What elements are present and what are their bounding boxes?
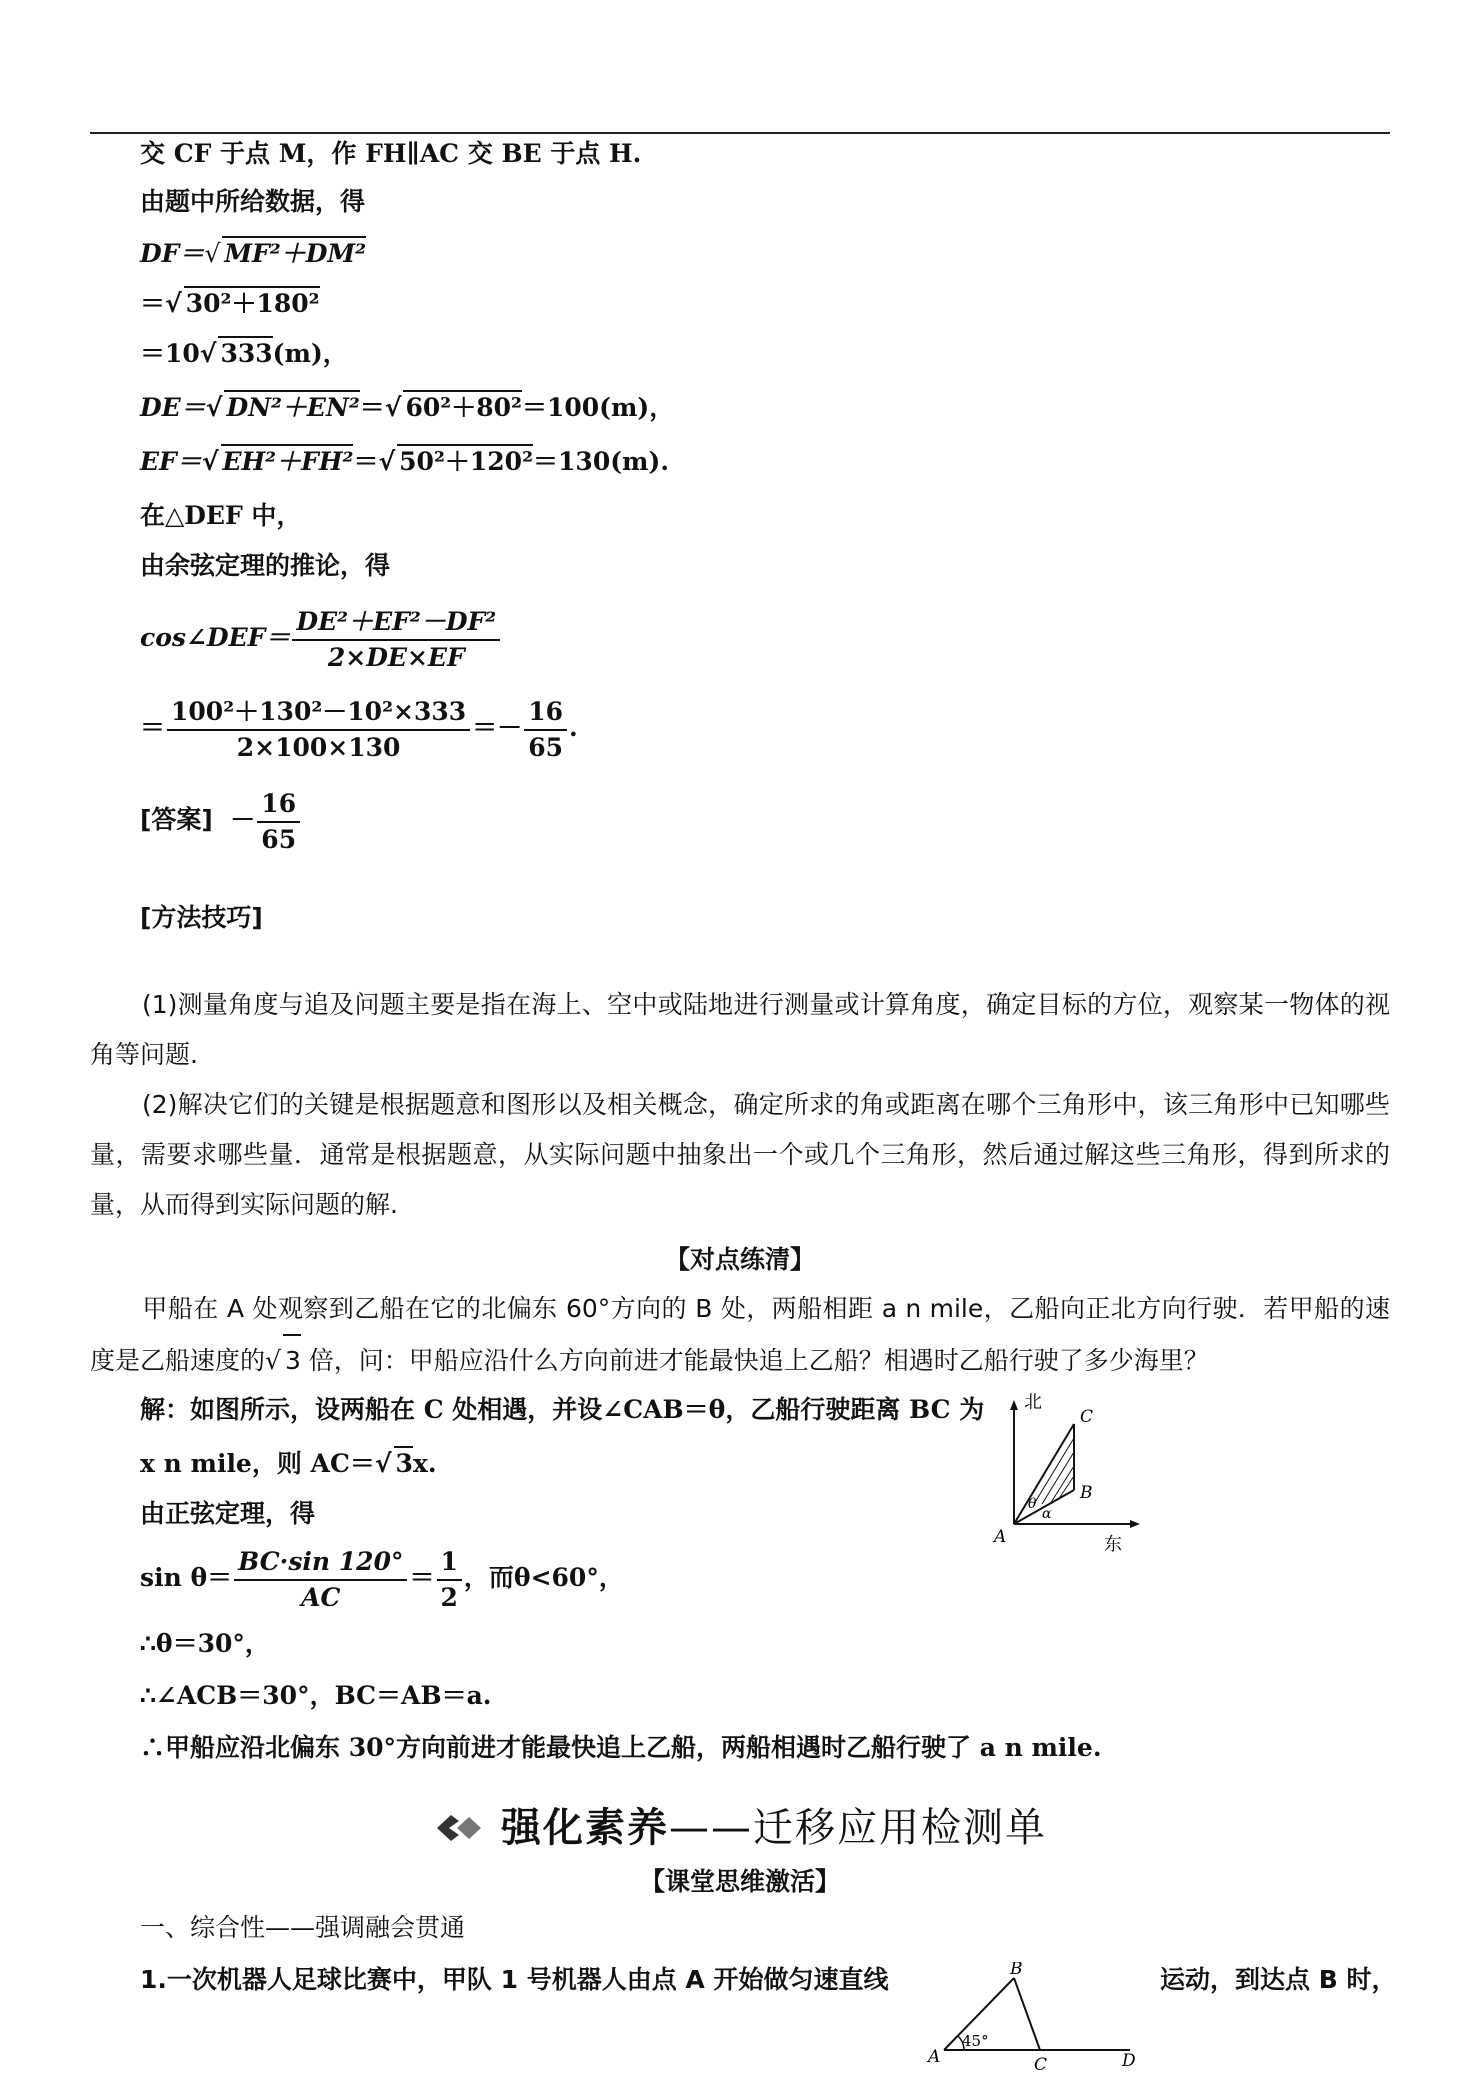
eq-sin-mid: ＝	[409, 1563, 435, 1592]
section-subheading: 【课堂思维激活】	[639, 1867, 840, 1896]
point-a-label: A	[994, 1527, 1007, 1547]
eq-cos-lhs: cos∠DEF＝	[140, 623, 291, 652]
eq-step1-radicand: 30²＋180²	[184, 286, 320, 320]
answer-label: [答案]	[140, 805, 213, 834]
eq-sin-lhs: sin θ＝	[140, 1563, 233, 1592]
angle-label: 45°	[962, 2032, 989, 2050]
eq-calc-numerator: 100²＋130²－10²×333	[167, 695, 470, 731]
alpha-label: α	[1042, 1506, 1052, 1522]
part-one-heading: 一、综合性——强调融会贯通	[140, 1913, 466, 1942]
eq-ef-mid: ＝	[353, 447, 379, 476]
eq-calc-result-denominator: 65	[528, 732, 563, 762]
eq-step2: ＝10√ 333(m)，	[140, 336, 348, 370]
method-paragraph-1	[90, 980, 1390, 1080]
eq-df-lhs: DF＝	[140, 239, 205, 268]
eq-step2-radicand: 333	[218, 336, 272, 370]
method-paragraph-2	[90, 1080, 1390, 1230]
practice-question-b: 倍，问：甲船应沿什么方向前进才能最快追上乙船？相遇时乙船行驶了多少海里？	[300, 1346, 1209, 1375]
practice-solution-6: ∴∠ACB＝30°，BC＝AB＝a.	[140, 1681, 492, 1710]
eq-calc-mid: ＝－	[472, 713, 523, 742]
eq-step2-post: (m)，	[272, 339, 348, 368]
point-b-label: B	[1010, 1962, 1023, 1979]
practice-solution-2-radicand: 3	[394, 1446, 413, 1480]
practice-solution-1: 解：如图所示，设两船在 C 处相遇，并设∠CAB＝θ，乙船行驶距离 BC 为	[140, 1395, 985, 1424]
eq-de-radicand1: DN²＋EN²	[224, 390, 359, 424]
hatch-3	[1042, 1452, 1074, 1504]
eq-ef-lhs: EF＝	[140, 447, 202, 476]
answer-line	[140, 782, 302, 858]
north-label: 北	[1024, 1392, 1042, 1413]
point-d-label: D	[1122, 2051, 1136, 2071]
solution-line-cos-law: 由余弦定理的推论，得	[140, 551, 391, 580]
point-c-label: C	[1034, 2055, 1048, 2072]
eq-de-radicand2: 60²＋80²	[403, 390, 521, 424]
east-arrow-icon	[1130, 1520, 1140, 1528]
point-a-label: A	[928, 2047, 941, 2067]
method-p2-text: (2)解决它们的关键是根据题意和图形以及相关概念，确定所求的角或距离在哪个三角形中，该三角形中已知哪些量，需要求哪些量．通常是根据题意，从实际问题中抽象出一个或几个三角形，然后通过解这些三角形，得到所求的量，从而得到实际问题的解.	[90, 1090, 1390, 1219]
solution-line-data: 由题中所给数据，得	[140, 187, 366, 216]
section-logo-icon	[433, 1811, 485, 1845]
eq-calc-denominator: 2×100×130	[236, 732, 401, 762]
eq-step1-pre: ＝	[140, 289, 166, 318]
answer-denominator: 65	[261, 824, 297, 854]
eq-cos	[140, 600, 502, 676]
eq-sin-numerator: BC·sin 120°	[234, 1545, 407, 1581]
eq-ef-radicand2: 50²＋120²	[397, 444, 533, 478]
solution-line-intro: 交 CF 于点 M，作 FH∥AC 交 BE 于点 H.	[140, 139, 642, 168]
practice-solution-5: ∴θ＝30°，	[140, 1629, 270, 1658]
section-title-sub: ——迁移应用检测单	[668, 1805, 1047, 1851]
practice-solution-2-pre: x n mile，则 AC＝	[140, 1449, 375, 1478]
eq-df-radicand: MF²＋DM²	[222, 236, 366, 270]
header-rule	[90, 132, 1390, 134]
question-1-part-b: 运动，到达点 B 时，	[1160, 1965, 1397, 1994]
answer-sign: －	[230, 805, 256, 834]
answer-numerator: 16	[257, 787, 300, 823]
eq-de-mid: ＝	[359, 393, 385, 422]
eq-calc-pre: ＝	[140, 713, 166, 742]
practice-heading: 【对点练清】	[664, 1245, 815, 1274]
section-title	[0, 1796, 1480, 1853]
north-arrow-icon	[1010, 1400, 1018, 1410]
eq-cos-calc	[140, 690, 578, 766]
question-1-part-a: 1.一次机器人足球比赛中，甲队 1 号机器人由点 A 开始做匀速直线	[140, 1965, 889, 1994]
eq-de-post: ＝100(m)，	[521, 393, 675, 422]
eq-sin-denominator: AC	[301, 1582, 341, 1612]
eq-sin-post: ，而θ<60°，	[463, 1563, 624, 1592]
eq-de: DE＝√ DN²＋EN²＝√ 60²＋80²＝100(m)，	[140, 390, 674, 424]
eq-calc-result-numerator: 16	[524, 695, 567, 731]
practice-solution-2-post: x.	[412, 1449, 437, 1478]
eq-calc-end: .	[568, 713, 578, 742]
eq-df: DF＝√ MF²＋DM²	[140, 236, 366, 270]
east-label: 东	[1104, 1534, 1122, 1555]
eq-sin-result-numerator: 1	[437, 1545, 462, 1581]
practice-question: 甲船在 A 处观察到乙船在它的北偏东 60°方向的 B 处，两船相距 a n mile，乙船向正北方向行驶．若甲船的速度是乙船速度的√ 3 倍，问：甲船应沿什么方向前进才能最快追上乙船？相遇时乙船行驶了多少海里？	[90, 1284, 1390, 1386]
segment-bc	[1014, 1978, 1040, 2050]
method-p1-text: (1)测量角度与追及问题主要是指在海上、空中或陆地进行测量或计算角度，确定目标的方位，观察某一物体的视角等问题.	[90, 990, 1390, 1069]
eq-ef-post: ＝130(m).	[533, 447, 670, 476]
point-c-label: C	[1080, 1407, 1094, 1427]
eq-ef: EF＝√ EH²＋FH²＝√ 50²＋120²＝130(m).	[140, 444, 669, 478]
solution-line-triangle: 在△DEF 中，	[140, 501, 302, 530]
practice-solution-2: x n mile，则 AC＝√ 3x.	[140, 1446, 437, 1480]
eq-sin-result-denominator: 2	[440, 1582, 458, 1612]
bearing-figure	[990, 1390, 1150, 1560]
practice-solution-7: ∴甲船应沿北偏东 30°方向前进才能最快追上乙船，两船相遇时乙船行驶了 a n mile.	[140, 1733, 1102, 1762]
eq-sin	[140, 1540, 624, 1616]
eq-de-lhs: DE＝	[140, 393, 206, 422]
eq-cos-denominator: 2×DE×EF	[327, 642, 465, 672]
eq-step2-pre: ＝10	[140, 339, 200, 368]
practice-solution-3: 由正弦定理，得	[140, 1499, 316, 1528]
robot-path-figure	[920, 1962, 1140, 2072]
eq-step1: ＝√ 30²＋180²	[140, 286, 320, 320]
theta-label: θ	[1028, 1496, 1037, 1512]
section-title-main: 强化素养	[500, 1805, 669, 1851]
eq-cos-numerator: DE²＋EF²－DF²	[292, 605, 500, 641]
method-heading: [方法技巧]	[140, 903, 263, 932]
practice-question-radicand: 3	[283, 1334, 301, 1386]
practice-question-a: 甲船在 A 处观察到乙船在它的北偏东 60°方向的 B 处，两船相距 a n mile，乙船向正北方向行驶．若甲船的速度是乙船速度的	[90, 1294, 1390, 1375]
point-b-label: B	[1080, 1483, 1093, 1503]
eq-ef-radicand1: EH²＋FH²	[221, 444, 354, 478]
